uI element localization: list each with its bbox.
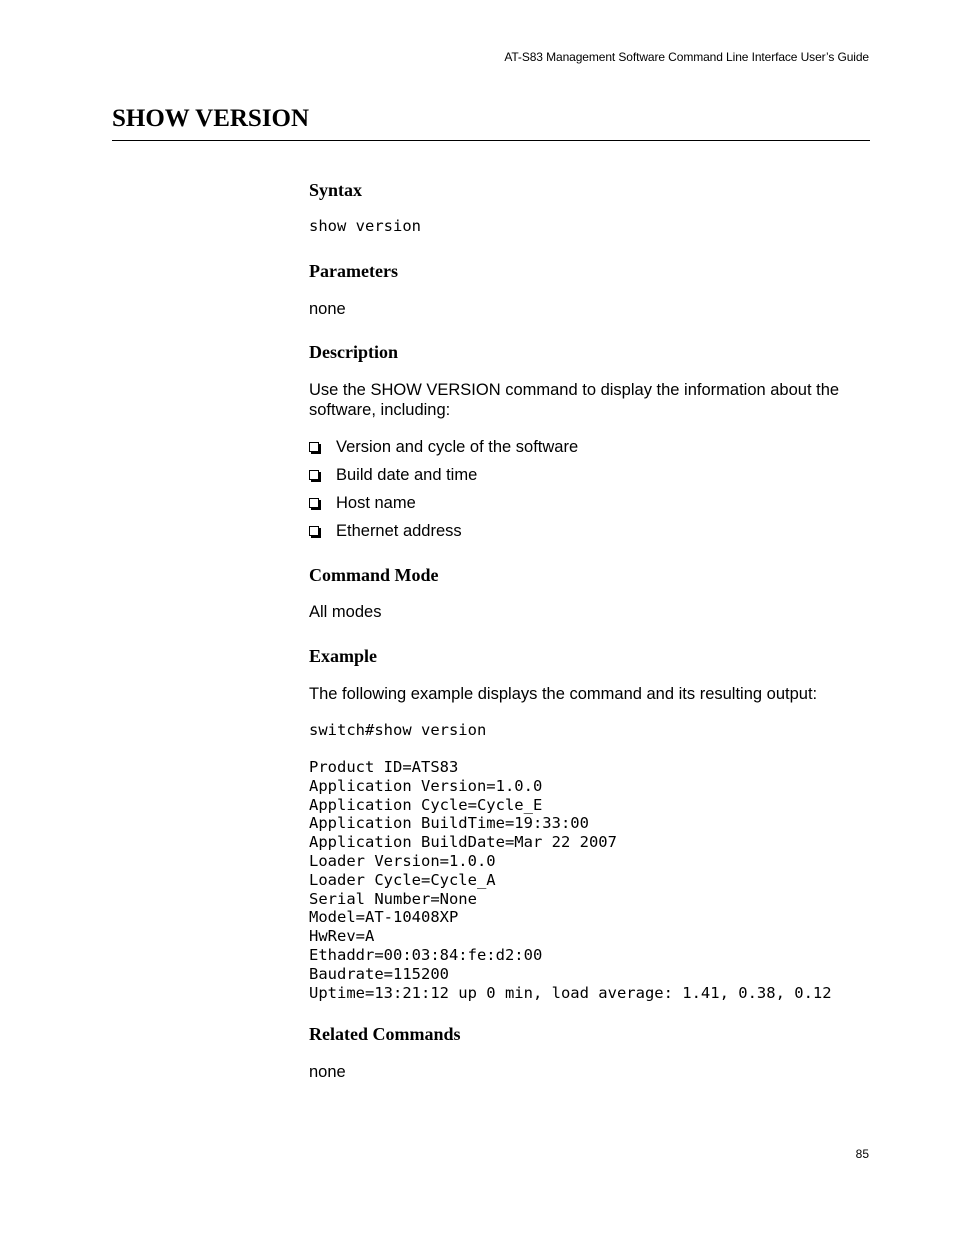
- parameters-heading: Parameters: [309, 261, 398, 281]
- output-line: HwRev=A: [309, 927, 375, 946]
- page-number: 85: [855, 1147, 869, 1161]
- parameters-text: none: [309, 300, 346, 318]
- related-commands-heading: Related Commands: [309, 1024, 461, 1044]
- list-item-text: Host name: [336, 494, 416, 512]
- description-heading: Description: [309, 342, 398, 362]
- syntax-command: show version: [309, 217, 421, 235]
- example-command: switch#show version: [309, 721, 487, 739]
- list-item-text: Ethernet address: [336, 522, 462, 540]
- checkbox-bullet-icon: [309, 498, 319, 508]
- output-line: Application BuildDate=Mar 22 2007: [309, 833, 617, 852]
- description-text: Use the SHOW VERSION command to display the information about the software, including:: [309, 381, 840, 419]
- related-commands-text: none: [309, 1063, 346, 1081]
- output-line: Application BuildTime=19:33:00: [309, 814, 589, 833]
- output-line: Baudrate=115200: [309, 964, 449, 983]
- list-item-text: Build date and time: [336, 466, 478, 484]
- list-item-text: Version and cycle of the software: [336, 438, 579, 456]
- command-mode-text: All modes: [309, 603, 382, 621]
- title-rule: [112, 140, 870, 141]
- example-heading: Example: [309, 646, 378, 666]
- checkbox-bullet-icon: [309, 526, 319, 536]
- output-line: Product ID=ATS83: [309, 758, 459, 776]
- checkbox-bullet-icon: [309, 442, 319, 452]
- output-line: Model=AT-10408XP: [309, 908, 459, 927]
- output-line: Loader Version=1.0.0: [309, 851, 496, 870]
- command-mode-heading: Command Mode: [309, 565, 439, 585]
- output-line: Serial Number=None: [309, 889, 477, 908]
- output-line: Application Version=1.0.0: [309, 776, 543, 795]
- checkbox-bullet-icon: [309, 470, 319, 480]
- example-output: [309, 758, 832, 1002]
- output-line: Ethaddr=00:03:84:fe:d2:00: [309, 945, 543, 964]
- output-line: Uptime=13:21:12 up 0 min, load average: 1.41, 0.38, 0.12: [309, 983, 832, 1002]
- example-text: The following example displays the command and its resulting output:: [309, 685, 818, 703]
- running-header: AT-S83 Management Software Command Line Interface User’s Guide: [504, 50, 869, 64]
- output-line: Application Cycle=Cycle_E: [309, 795, 543, 814]
- page-title: SHOW VERSION: [112, 105, 310, 132]
- output-line: Loader Cycle=Cycle_A: [309, 870, 496, 889]
- syntax-heading: Syntax: [309, 180, 363, 200]
